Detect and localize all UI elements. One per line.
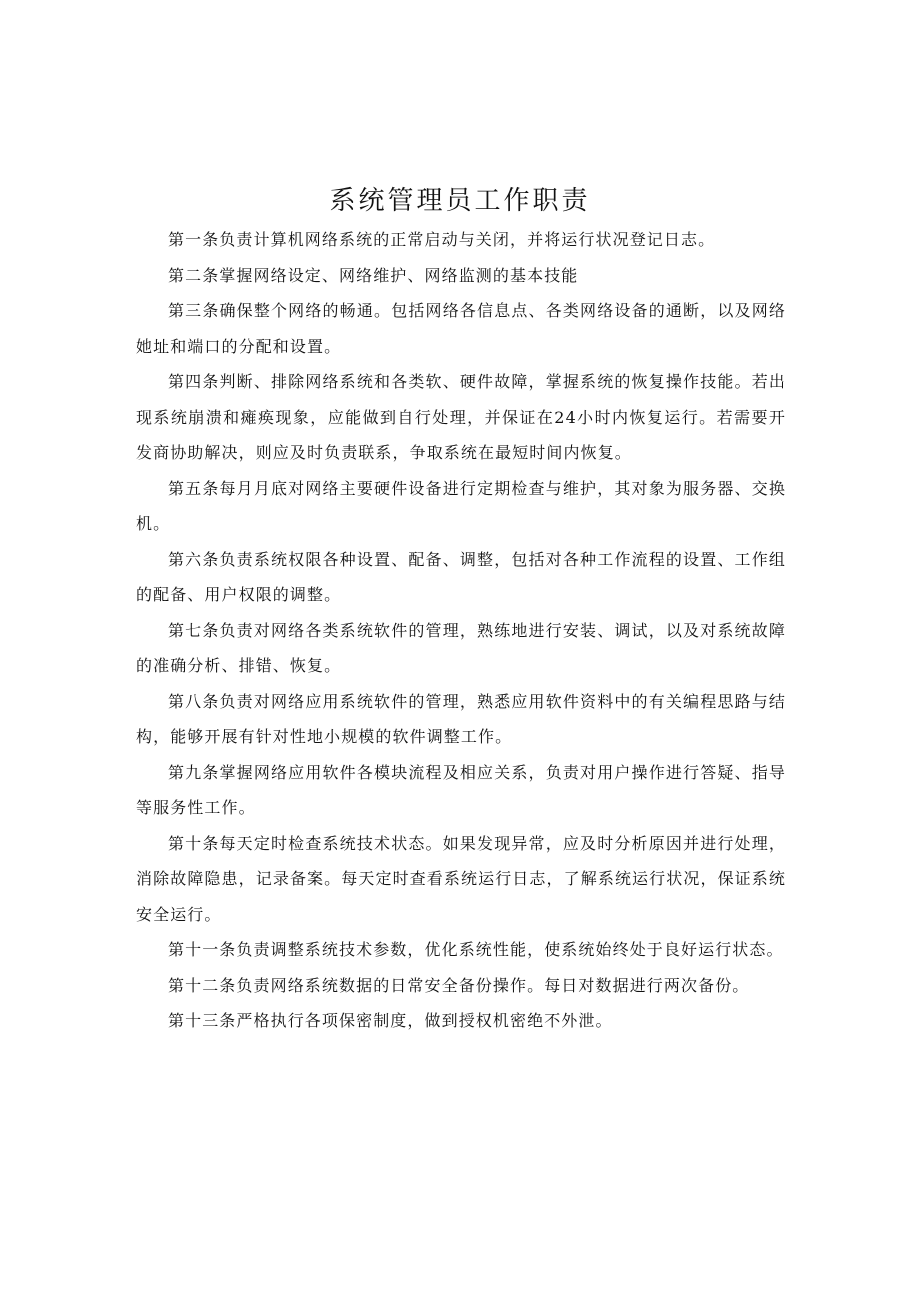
article-13: 第十三条严格执行各项保密制度，做到授权机密绝不外泄。	[168, 1011, 613, 1030]
article-7: 第七条负责对网络各类系统软件的管理，熟练地进行安装、调试，以及对系统故障的准确分析、排错、恢复。	[136, 620, 786, 675]
article-12: 第十二条负责网络系统数据的日常安全备份操作。每日对数据进行两次备份。	[168, 975, 750, 995]
article-11: 第十一条负责调整系统技术参数，优化系统性能，使系统始终处于良好运行状态。	[168, 940, 784, 959]
article-1: 第一条负责计算机网络系统的正常启动与关闭，并将运行状况登记日志。	[168, 230, 716, 249]
article-10: 第十条每天定时检查系统技术状态。如果发现异常，应及时分析原因并进行处理，消除故障隐患，记录备案。每天定时查看系统运行日志，了解系统运行状况，保证系统安全运行。	[136, 833, 786, 924]
article-5: 第五条每月月底对网络主要硬件设备进行定期检查与维护，其对象为服务器、交换机。	[136, 478, 786, 533]
article-4: 第四条判断、排除网络系统和各类软、硬件故障，掌握系统的恢复操作技能。若出现系统崩溃和瘫痪现象，应能做到自行处理，并保证在24小时内恢复运行。若需要开发商协助解决，则应及时负责联系，争取系统在最短时间内恢复。	[136, 372, 786, 462]
document-body	[136, 222, 786, 1039]
article-8: 第八条负责对网络应用系统软件的管理，熟悉应用软件资料中的有关编程思路与结构，能够开展有针对性地小规模的软件调整工作。	[136, 691, 786, 746]
article-2: 第二条掌握网络设定、网络维护、网络监测的基本技能	[168, 265, 579, 285]
article-6: 第六条负责系统权限各种设置、配备、调整，包括对各种工作流程的设置、工作组的配备、用户权限的调整。	[136, 549, 786, 604]
article-9: 第九条掌握网络应用软件各模块流程及相应关系，负责对用户操作进行答疑、指导等服务性工作。	[136, 762, 786, 817]
article-3: 第三条确保整个网络的畅通。包括网络各信息点、各类网络设备的通断，以及网络她址和端口的分配和设置。	[136, 301, 786, 356]
document-title: 系统管理员工作职责	[329, 186, 591, 216]
